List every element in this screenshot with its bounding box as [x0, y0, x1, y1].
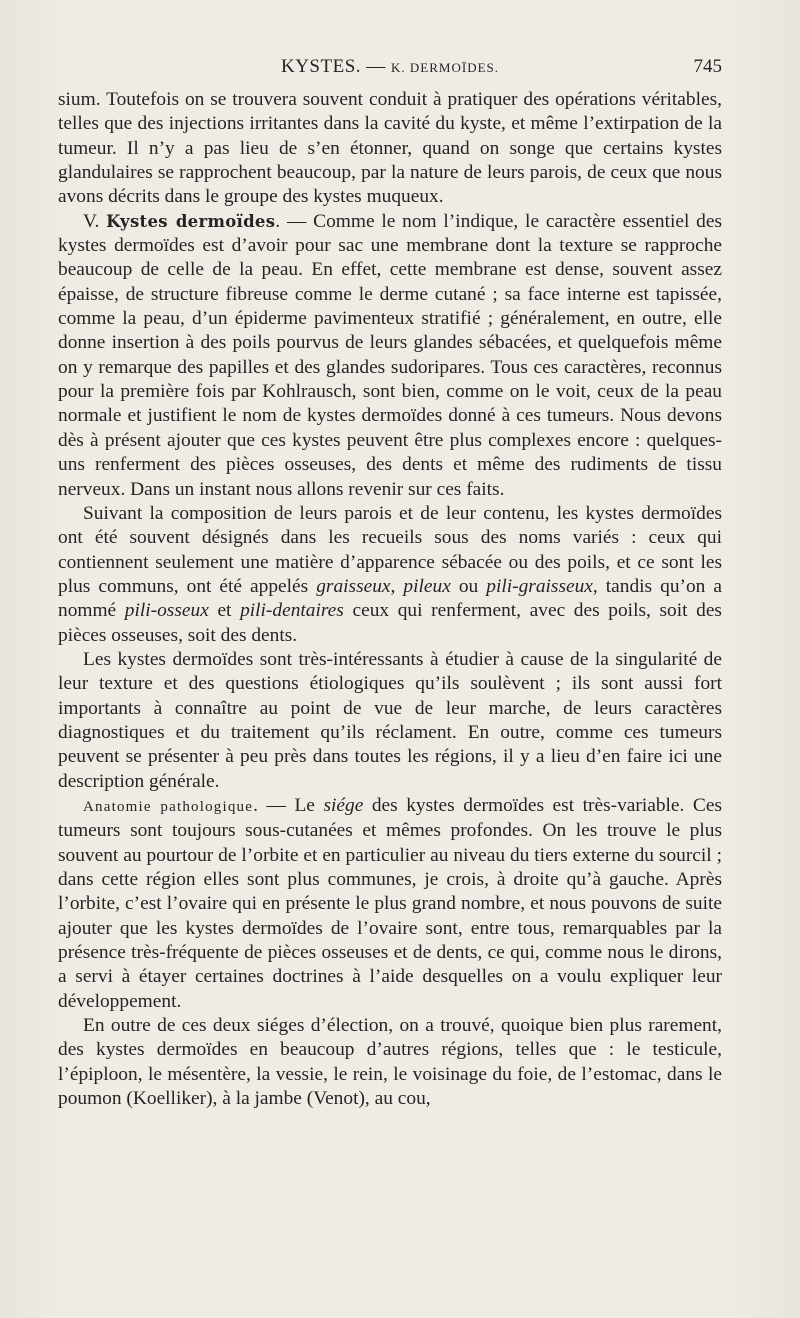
- running-title-section: K. DERMOÏDES.: [391, 60, 500, 75]
- paragraph-anatomie: [58, 794, 722, 1014]
- running-title-main: KYSTES. —: [280, 56, 392, 77]
- italic-term: pileux: [403, 575, 451, 597]
- running-title: [58, 56, 722, 78]
- italic-term: siége: [323, 794, 364, 816]
- running-header: [58, 56, 722, 82]
- text-run: , tandis qu’on a nommé: [58, 575, 722, 622]
- italic-term: graisseux: [316, 575, 391, 597]
- text-run: et: [208, 600, 241, 622]
- paragraph-text: . — Comme le nom l’indique, le caractère essentiel des kystes dermoïdes est d’avoir pour sac une membrane dont la texture se rapproche beaucoup de celle de la peau. En effet, cette membrane est dense, souvent assez épaisse, de structure fibreuse comme le derme cutané ; sa face interne est tapissée, comme la peau, d’un épiderme pavimenteux stratifié ; généralement, en outre, elle donne insertion à des poils pourvus de leurs glandes sébacées, et quelquefois même on y remarque des papilles et des glandes sudoripares. Tous ces caractères, reconnus pour la première fois par Kohlrausch, sont bien, comme on le voit, ceux de la peau normale et justifient le nom de kystes dermoïdes donné à ces tumeurs. Nous devons dès à présent ajouter que ces kystes peuvent être plus complexes encore : quelques-uns renferment des pièces osseuses, des dents et même des rudiments de tissu nerveux. Dans un instant nous allons revenir sur ces faits.: [58, 210, 722, 500]
- text-run: ou: [450, 575, 487, 597]
- text-run: des kystes dermoïdes est très-variable. Ces tumeurs sont toujours sous-cutanées et mêmes profondes. On les trouve le plus souvent au pourtour de l’orbite et en particulier au niveau du tiers externe du sourcil ; dans cette région elles sont plus communes, je crois, à droite qu’à gauche. Après l’orbite, c’est l’ovaire qui en présente le plus grand nombre, et nous pouvons de suite ajouter que les kystes dermoïdes de l’ovaire sont, entre tous, remarquables par la présence très-fréquente de pièces osseuses et de dents, ce qui, comme nous le dirons, a servi à étayer certaines doctrines à l’aide desquelles on a voulu expliquer leur développement.: [58, 794, 723, 1012]
- page-number: 745: [693, 56, 722, 77]
- paragraph-autres-regions: En outre de ces deux siéges d’élection, on a trouvé, quoique bien plus rarement, des kystes dermoïdes en beaucoup d’autres régions, telles que : le testicule, l’épiploon, le mésentère, la vessie, le rein, le voisinage du foie, de l’estomac, dans le poumon (Koelliker), à la jambe (Venot), au cou,: [58, 1015, 722, 1110]
- text-run: . — Le: [253, 794, 324, 816]
- text-run: ceux qui renferment, avec des poils, soit des pièces osseuses, soit des dents.: [58, 600, 722, 646]
- text-run: Suivant la composition de leurs parois et de leur contenu, les kystes dermoïdes ont été souvent désignés dans les recueils sous des noms variés : ceux qui contiennent seulement une matière d’apparence sébacée ou des poils, et ce sont les plus communs, ont été appelés: [58, 502, 722, 597]
- page-body: [58, 88, 722, 1111]
- paragraph-kystes-dermoides: [58, 210, 722, 502]
- paragraph-interet: Les kystes dermoïdes sont très-intéressants à étudier à cause de la singularité de leur texture et des questions étiologiques qu’ils soulèvent ; ils sont aussi fort importants à connaître au point de vue de leur marche, de leurs caractères diagnostiques et du traitement qu’ils réclament. En outre, comme ces tumeurs peuvent se présenter à peu près dans toutes les régions, il y a lieu d’en faire ici une description générale.: [58, 648, 722, 792]
- paragraph-composition: [58, 502, 722, 648]
- subsection-heading: Anatomie pathologique: [83, 798, 254, 815]
- italic-term: pili-osseux: [124, 600, 209, 622]
- paragraph-continuation: sium. Toutefois on se trouvera souvent conduit à pratiquer des opérations véritables, telles que des injections irritantes dans la cavité du kyste, et même l’extirpation de la tumeur. Il n’y a pas lieu de s’en étonner, quand on songe que certains kystes glandulaires se rapprochent beaucoup, par la nature de leurs parois, de ceux que nous avons décrits dans le groupe des kystes muqueux.: [58, 89, 722, 208]
- section-heading: Kystes dermoïdes: [106, 211, 276, 231]
- italic-term: pili-dentaires: [240, 600, 344, 622]
- section-number: V.: [83, 210, 107, 232]
- text-run: ,: [390, 575, 404, 597]
- italic-term: pili-graisseux: [486, 575, 593, 597]
